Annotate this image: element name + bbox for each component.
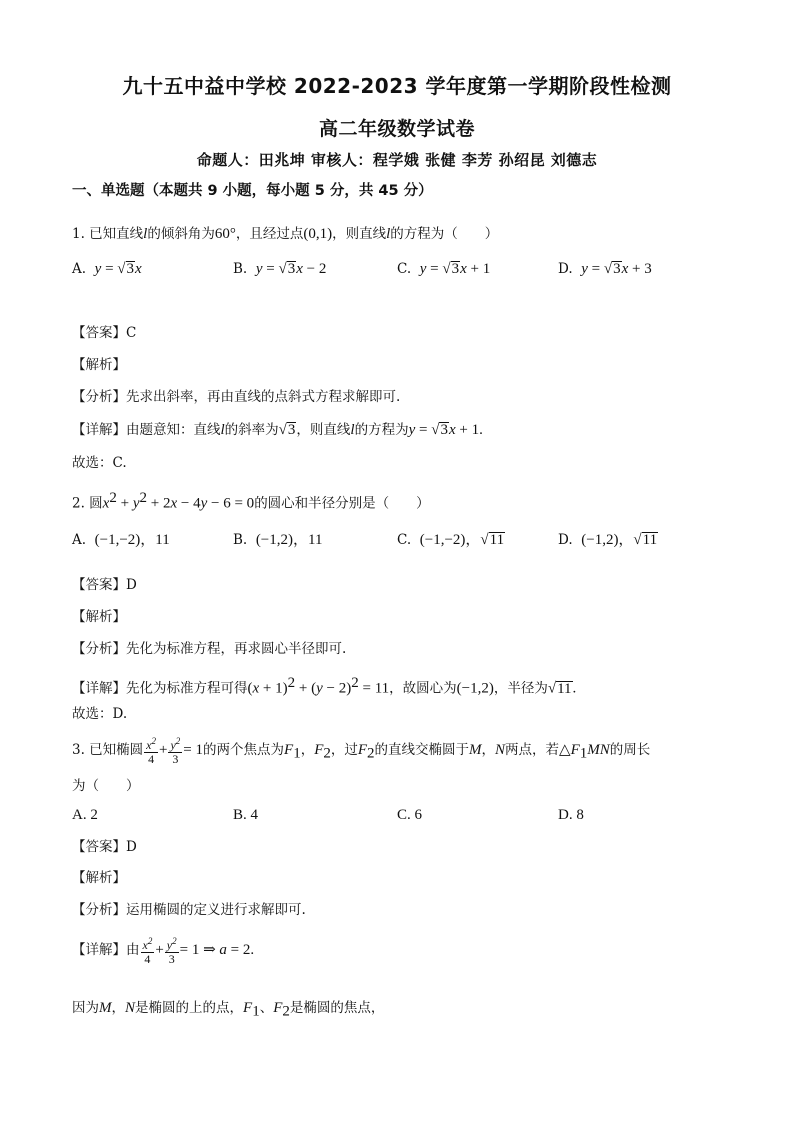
q1-answer: 【答案】C bbox=[72, 325, 137, 341]
q1-analysis-label: 【解析】 bbox=[72, 357, 126, 373]
q1-option-a: A. y = √3x bbox=[72, 261, 142, 277]
q3-stem-cont: 为（ ） bbox=[72, 778, 140, 794]
q2-option-b: B. (−1,2)，11 bbox=[233, 532, 323, 548]
q2-analysis-label: 【解析】 bbox=[72, 609, 126, 625]
q1-option-c: C. y = √3x + 1 bbox=[397, 261, 491, 277]
q2-detail: 【详解】先化为标准方程可得$(x + 1)^2 + (y - 2)^2 = 11$，故圆心为(−1,2)，半径为√11. bbox=[72, 675, 577, 697]
q3-option-d: D. 8 bbox=[558, 807, 584, 823]
q3-analysis-label: 【解析】 bbox=[72, 870, 126, 886]
q1-analysis: 【分析】先求出斜率，再由直线的点斜式方程求解即可. bbox=[72, 389, 401, 405]
q3-stem: 3. 已知椭圆 $\frac{x^2}{4}$ + $\frac{y^2}{3}$ = 1的两个焦点为$F_1$，$F_2$，过$F_2$的直线交椭圆于M，N两点，若$\triangle F_1MN$的周长 bbox=[72, 736, 651, 766]
q2-stem: 2. 圆$x^2 + y^2 + 2x - 4y - 6 = 0$的圆心和半径分别是（ ） bbox=[72, 490, 430, 512]
q2-analysis: 【分析】先化为标准方程，再求圆心半径即可. bbox=[72, 641, 347, 657]
q1-choice: 故选：C. bbox=[72, 455, 127, 471]
q1-detail: 【详解】由题意知：直线l的斜率为√3，则直线l的方程为y = √3x + 1. bbox=[72, 422, 483, 438]
q2-option-a: A. (−1,−2)，11 bbox=[72, 532, 170, 548]
exam-subtitle: 高二年级数学试卷 bbox=[318, 118, 475, 140]
exam-authors: 命题人：田兆坤 审核人：程学娥 张健 李芳 孙绍昆 刘德志 bbox=[196, 151, 598, 169]
q3-option-a: A. 2 bbox=[72, 807, 98, 823]
q2-option-d: D. (−1,2)，√11 bbox=[558, 532, 658, 548]
q3-answer: 【答案】D bbox=[72, 839, 137, 855]
q2-answer: 【答案】D bbox=[72, 577, 137, 593]
q3-option-b: B. 4 bbox=[233, 807, 259, 823]
q2-choice: 故选：D. bbox=[72, 706, 128, 722]
q3-option-c: C. 6 bbox=[397, 807, 423, 823]
q1-stem: 1. 已知直线l的倾斜角为60°，且经过点(0,1)，则直线l的方程为（ ） bbox=[72, 226, 499, 242]
q3-because: 因为M，N是椭圆的上的点，$F_1$、$F_2$是椭圆的焦点， bbox=[72, 1000, 385, 1020]
q1-option-d: D. y = √3x + 3 bbox=[558, 261, 652, 277]
exam-title: 九十五中益中学校 2022-2023 学年度第一学期阶段性检测 bbox=[122, 74, 672, 98]
q3-analysis: 【分析】运用椭圆的定义进行求解即可. bbox=[72, 902, 306, 918]
q1-option-b: B. y = √3x − 2 bbox=[233, 261, 327, 277]
q2-option-c: C. (−1,−2)，√11 bbox=[397, 532, 505, 548]
q3-detail: 【详解】由 $\frac{x^2}{4}$ + $\frac{y^2}{3}$ = 1 ⇒ a = 2. bbox=[72, 936, 255, 966]
section-heading: 一、单选题（本题共 9 小题，每小题 5 分，共 45 分） bbox=[72, 183, 433, 199]
